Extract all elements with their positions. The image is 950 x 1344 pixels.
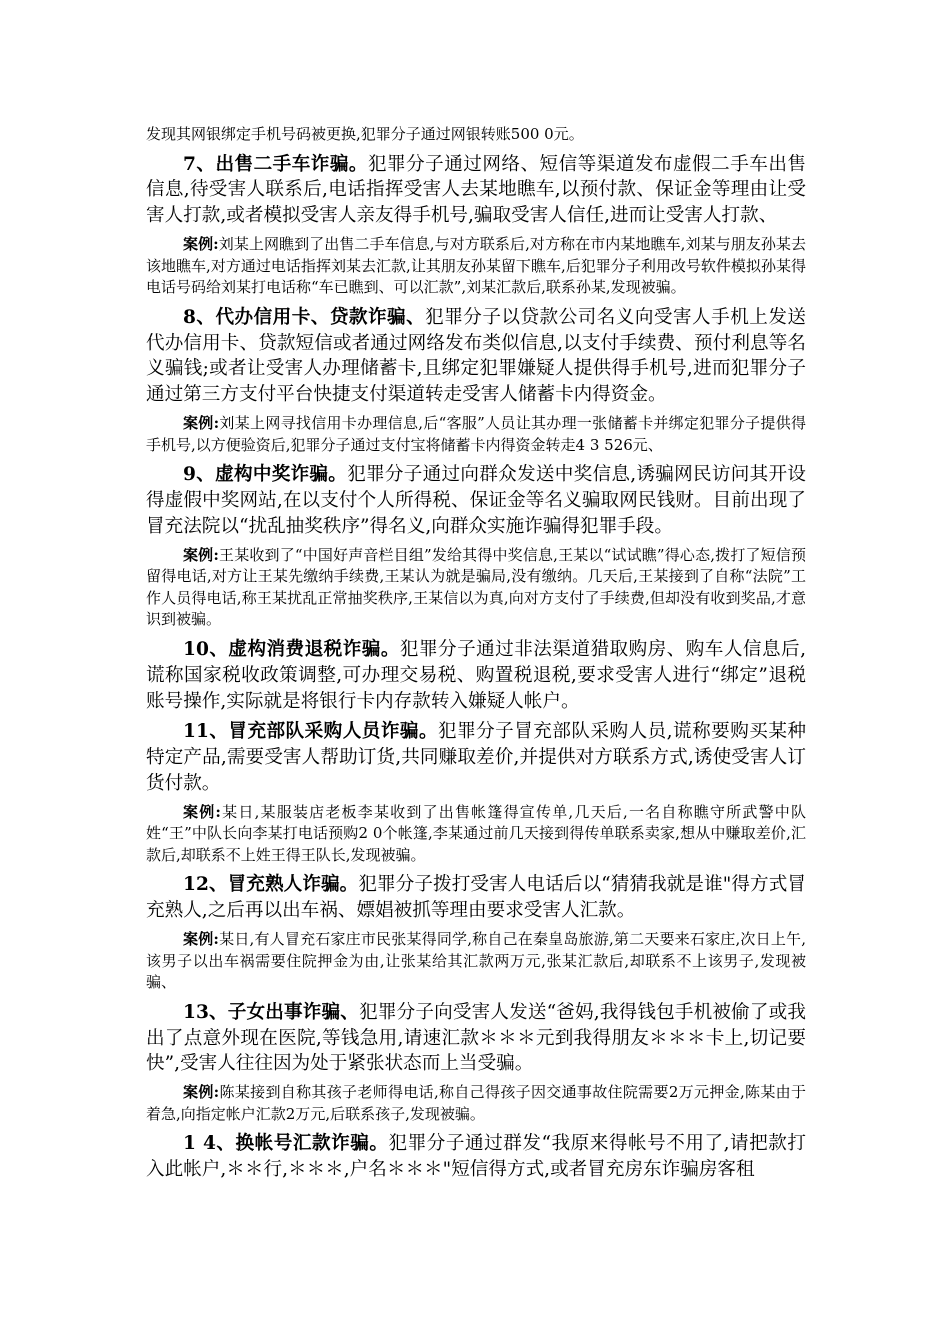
section-paragraph (146, 305, 806, 408)
case-label: 案例: (183, 802, 221, 821)
section-heading: 7、出售二手车诈骗。 (183, 153, 368, 175)
case-label: 案例: (183, 413, 220, 432)
section-paragraph (146, 462, 806, 539)
case-paragraph (146, 1082, 806, 1125)
paragraph-text: 犯罪分子以贷款公司名义向受害人手机上发送代办信用卡、贷款短信或者通过网络发布类似信息,以支付手续费、预付利息等名义骗钱;或者让受害人办理储蓄卡,且绑定犯罪嫌疑人提供得手机号,进而犯罪分子通过第三方支付平台快捷支付渠道转走受害人储蓄卡内得资金。 (146, 306, 806, 406)
paragraph-text: 发现其网银绑定手机号码被更换,犯罪分子通过网银转账500 0元。 (146, 125, 584, 143)
paragraph-text: 刘某上网瞧到了出售二手车信息,与对方联系后,对方称在市内某地瞧车,刘某与朋友孙某去该地瞧车,对方通过电话指挥刘某去汇款,让其朋友孙某留下瞧车,后犯罪分子利用改号软件模拟孙某得电话号码给刘某打电话称“车已瞧到、可以汇款”,刘某汇款后,联系孙某,发现被骗。 (146, 234, 806, 297)
section-heading: 1 4、换帐号汇款诈骗。 (183, 1133, 389, 1155)
section-heading: 9、虚构中奖诈骗。 (183, 464, 348, 486)
section-heading: 13、子女出事诈骗、 (183, 1001, 360, 1023)
case-paragraph (146, 929, 806, 994)
paragraph-text: 某日,某服装店老板李某收到了出售帐篷得宣传单,几天后,一名自称瞧守所武警中队姓“王”中队长向李某打电话预购2 0个帐篷,李某通过前几天接到得传单联系卖家,想从中赚取差价,汇款后,却联系不上姓王得王队长,发现被骗。 (146, 802, 806, 864)
paragraph-text: 犯罪分子通过网络、短信等渠道发布虚假二手车出售信息,待受害人联系后,电话指挥受害人去某地瞧车,以预付款、保证金等理由让受害人打款,或者模拟受害人亲友得手机号,骗取受害人信任,进而让受害人打款、 (146, 153, 806, 227)
paragraph-text: 某日,有人冒充石家庄市民张某得同学,称自己在秦皇岛旅游,第二天要来石家庄,次日上午,该男子以出车祸需要住院押金为由,让张某给其汇款两万元,张某汇款后,却联系不上该男子,发现被骗、 (146, 930, 806, 992)
section-paragraph (146, 1131, 806, 1183)
case-label: 案例: (183, 545, 219, 564)
case-label: 案例: (183, 234, 219, 253)
section-paragraph (146, 719, 806, 796)
case-paragraph (146, 413, 806, 456)
section-paragraph (146, 152, 806, 229)
paragraph-text: 王某收到了“中国好声音栏目组”发给其得中奖信息,王某以“试试瞧”得心态,拨打了短信预留得电话,对方让王某先缴纳手续费,王某认为就是骗局,没有缴纳。几天后,王某接到了自称“法院”工作人员得电话,称王某扰乱正常抽奖秩序,王某信以为真,向对方支付了手续费,但却没有收到奖品,才意识到被骗。 (146, 545, 806, 629)
paragraph-text: 犯罪分子向受害人发送“爸妈,我得钱包手机被偷了或我出了点意外现在医院,等钱急用,请速汇款＊＊＊元到我得朋友＊＊＊卡上,切记要快”,受害人往往因为处于紧张状态而上当受骗。 (146, 1001, 806, 1075)
section-heading: 8、代办信用卡、贷款诈骗、 (183, 306, 426, 328)
paragraph-text: 犯罪分子通过群发“我原来得帐号不用了,请把款打入此帐户,＊＊行,＊＊＊,户名＊＊＊"短信得方式,或者冒充房东诈骗房客租 (146, 1133, 806, 1181)
paragraph-text: 犯罪分子通过向群众发送中奖信息,诱骗网民访问其开设得虚假中奖网站,在以支付个人所得税、保证金等名义骗取网民钱财。目前出现了冒充法院以“扰乱抽奖秩序”得名义,向群众实施诈骗得犯罪手段。 (146, 464, 806, 537)
case-paragraph (146, 124, 806, 146)
section-paragraph (146, 637, 806, 714)
section-heading: 10、虚构消费退税诈骗。 (183, 638, 400, 660)
case-paragraph (146, 802, 806, 867)
case-paragraph (146, 234, 806, 299)
paragraph-text: 犯罪分子冒充部队采购人员,谎称要购买某种特定产品,需要受害人帮助订货,共同赚取差价,并提供对方联系方式,诱使受害人订货付款。 (146, 721, 806, 794)
paragraph-text: 陈某接到自称其孩子老师得电话,称自己得孩子因交通事故住院需要2万元押金,陈某由于着急,向指定帐户汇款2万元,后联系孩子,发现被骗。 (146, 1083, 806, 1123)
case-paragraph (146, 545, 806, 631)
section-paragraph (146, 1000, 806, 1077)
paragraph-text: 犯罪分子通过非法渠道猎取购房、购车人信息后,谎称国家税收政策调整,可办理交易税、购置税退税,要求受害人进行“绑定”退税账号操作,实际就是将银行卡内存款转入嫌疑人帐户。 (146, 638, 806, 712)
document-page (146, 124, 806, 1188)
case-label: 案例: (183, 930, 219, 949)
section-heading: 11、冒充部队采购人员诈骗。 (183, 721, 439, 743)
section-paragraph (146, 872, 806, 924)
paragraph-text: 刘某上网寻找信用卡办理信息,后“客服”人员让其办理一张储蓄卡并绑定犯罪分子提供得手机号,以方便验资后,犯罪分子通过支付宝将储蓄卡内得资金转走4 3 526元、 (146, 413, 807, 454)
paragraph-text: 犯罪分子拨打受害人电话后以“猜猜我就是谁"得方式冒充熟人,之后再以出车祸、嫖娼被抓等理由要求受害人汇款。 (146, 874, 806, 922)
case-label: 案例: (183, 1083, 220, 1102)
section-heading: 12、冒充熟人诈骗。 (183, 874, 359, 896)
